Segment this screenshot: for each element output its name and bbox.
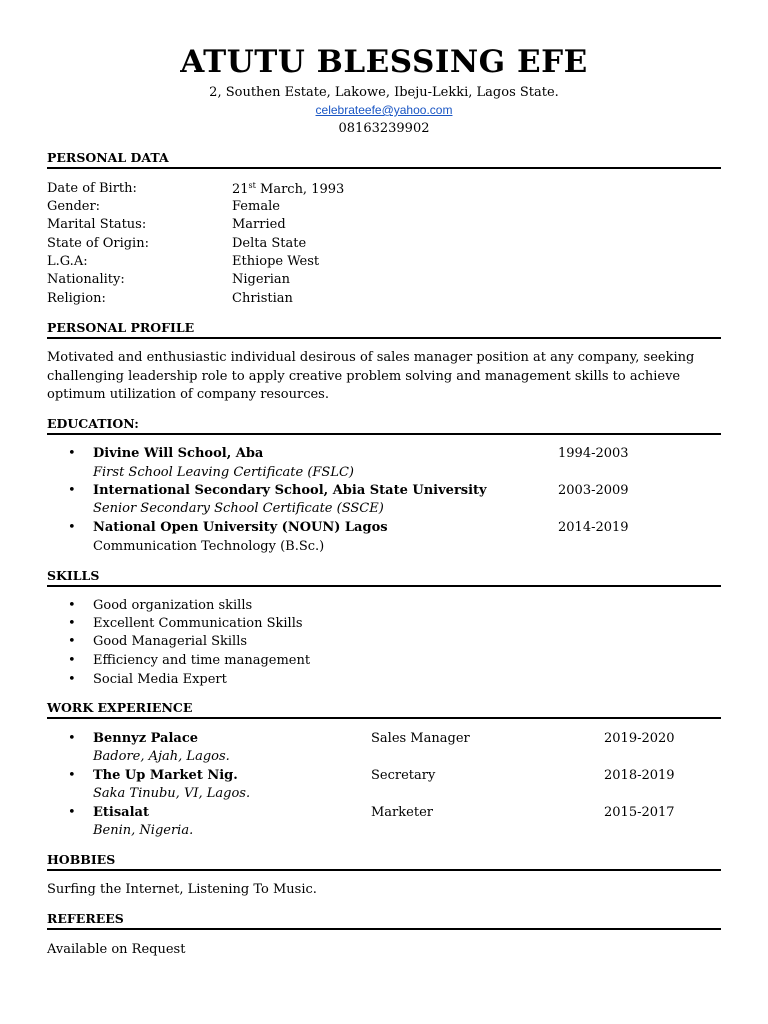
phone: 08163239902: [338, 121, 430, 136]
section-heading-personal-profile: PERSONAL PROFILE: [47, 320, 721, 339]
bullet-icon: •: [68, 768, 76, 783]
bullet-icon: •: [68, 446, 76, 461]
hobbies-text: Surfing the Internet, Listening To Music.: [47, 882, 317, 897]
work-location-3: Benin, Nigeria.: [93, 823, 194, 838]
bullet-icon: •: [68, 731, 76, 746]
religion-label: Religion:: [47, 291, 106, 306]
work-role-2: Secretary: [371, 768, 436, 783]
lga-label: L.G.A:: [47, 254, 88, 269]
work-years-3: 2015-2017: [604, 805, 675, 820]
profile-line-1: Motivated and enthusiastic individual desirous of sales manager position at any company, seeking: [47, 350, 695, 365]
education-cert-3: Communication Technology (B.Sc.): [93, 539, 325, 554]
section-heading-education: EDUCATION:: [47, 416, 721, 435]
referees-text: Available on Request: [47, 942, 186, 957]
state-of-origin-label: State of Origin:: [47, 236, 149, 251]
education-school-2: International Secondary School, Abia State University: [93, 483, 487, 498]
marital-status-value: Married: [232, 217, 286, 232]
bullet-icon: •: [68, 653, 76, 668]
section-heading-skills: SKILLS: [47, 568, 721, 587]
skill-item: Efficiency and time management: [93, 653, 311, 668]
dob-value: 21st March, 1993: [232, 181, 345, 197]
work-location-2: Saka Tinubu, VI, Lagos.: [93, 786, 251, 801]
religion-value: Christian: [232, 291, 293, 306]
skill-item: Excellent Communication Skills: [93, 616, 303, 631]
education-years-3: 2014-2019: [558, 520, 629, 535]
bullet-icon: •: [68, 805, 76, 820]
work-company-2: The Up Market Nig.: [93, 768, 238, 783]
profile-line-2: challenging leadership role to apply creative problem solving and management skills to achieve: [47, 369, 681, 384]
section-heading-referees: REFEREES: [47, 911, 721, 930]
bullet-icon: •: [68, 520, 76, 535]
section-heading-personal-data: PERSONAL DATA: [47, 150, 721, 169]
lga-value: Ethiope West: [232, 254, 320, 269]
work-years-2: 2018-2019: [604, 768, 675, 783]
education-school-1: Divine Will School, Aba: [93, 446, 264, 461]
work-role-3: Marketer: [371, 805, 433, 820]
education-cert-1: First School Leaving Certificate (FSLC): [93, 465, 354, 480]
work-role-1: Sales Manager: [371, 731, 470, 746]
nationality-label: Nationality:: [47, 272, 125, 287]
profile-line-3: optimum utilization of company resources.: [47, 387, 329, 402]
bullet-icon: •: [68, 598, 76, 613]
email-line: [0, 103, 768, 118]
marital-status-label: Marital Status:: [47, 217, 147, 232]
education-years-1: 1994-2003: [558, 446, 629, 461]
skill-item: Good organization skills: [93, 598, 253, 613]
bullet-icon: •: [68, 634, 76, 649]
gender-label: Gender:: [47, 199, 101, 214]
bullet-icon: •: [68, 483, 76, 498]
education-cert-2: Senior Secondary School Certificate (SSCE): [93, 501, 384, 516]
work-years-1: 2019-2020: [604, 731, 675, 746]
section-heading-work-experience: WORK EXPERIENCE: [47, 700, 721, 719]
section-heading-hobbies: HOBBIES: [47, 852, 721, 871]
email-link[interactable]: celebrateefe@yahoo.com: [315, 103, 453, 117]
state-of-origin-value: Delta State: [232, 236, 307, 251]
education-school-3: National Open University (NOUN) Lagos: [93, 520, 388, 535]
skill-item: Good Managerial Skills: [93, 634, 248, 649]
address: 2, Southen Estate, Lakowe, Ibeju-Lekki, Lagos State.: [209, 85, 559, 100]
work-company-3: Etisalat: [93, 805, 149, 820]
skill-item: Social Media Expert: [93, 672, 227, 687]
bullet-icon: •: [68, 616, 76, 631]
work-location-1: Badore, Ajah, Lagos.: [93, 749, 230, 764]
education-years-2: 2003-2009: [558, 483, 629, 498]
dob-label: Date of Birth:: [47, 181, 137, 196]
nationality-value: Nigerian: [232, 272, 291, 287]
candidate-name: ATUTU BLESSING EFE: [180, 44, 588, 80]
work-company-1: Bennyz Palace: [93, 731, 199, 746]
gender-value: Female: [232, 199, 280, 214]
bullet-icon: •: [68, 672, 76, 687]
